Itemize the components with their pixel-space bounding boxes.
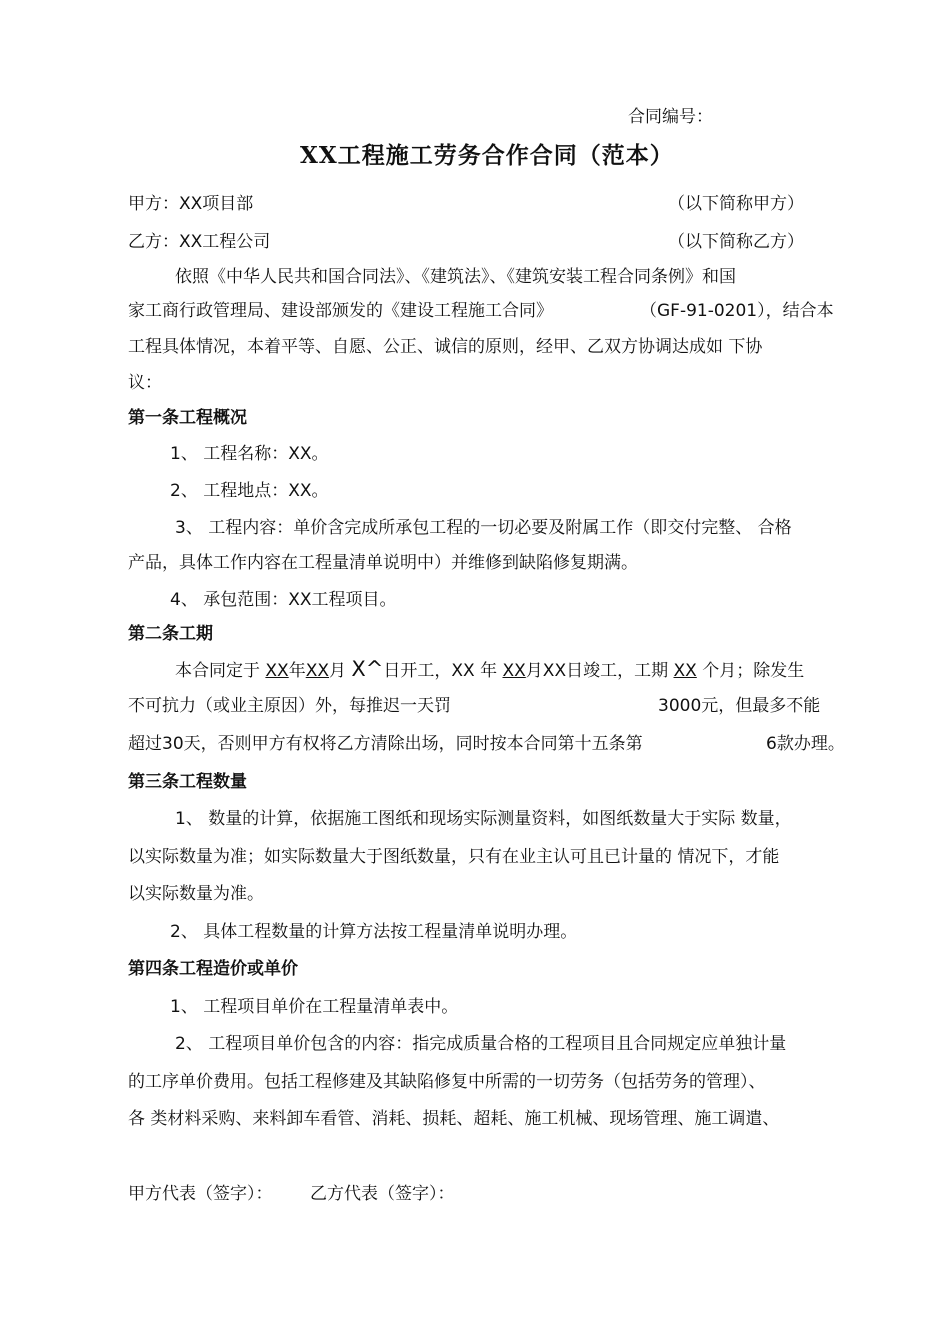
article-2-schedule-line — [175, 658, 804, 682]
article-1-item: 2、 工程地点：XX。 — [170, 481, 329, 501]
day-blank: X^ — [351, 657, 384, 681]
penalty-amount: 3000元，但最多不能 — [658, 696, 821, 716]
article-2-line: 超过30天，否则甲方有权将乙方清除出场，同时按本合同第十五条第 — [128, 734, 643, 754]
party-a-label: 甲方：XX项目部 — [128, 194, 254, 214]
preamble-line: （GF-91-0201），结合本 — [640, 301, 834, 321]
article-3-item: 2、 具体工程数量的计算方法按工程量清单说明办理。 — [170, 922, 578, 942]
month-blank: XX — [305, 661, 329, 681]
text: 月 — [329, 661, 346, 681]
text: 年 — [288, 661, 306, 681]
article-2-heading: 第二条工期 — [128, 624, 213, 644]
article-3-item: 1、 数量的计算，依据施工图纸和现场实际测量资料，如图纸数量大于实际 数量， — [175, 809, 792, 829]
text: 日开工，XX 年 — [383, 661, 498, 681]
day-blank: XX — [542, 661, 567, 681]
preamble-line: 家工商行政管理局、建设部颁发的《建设工程施工合同》 — [128, 301, 553, 321]
article-1-item: 3、 工程内容：单价含完成所承包工程的一切必要及附属工作（即交付完整、 合格 — [175, 518, 792, 538]
contract-number-label: 合同编号： — [628, 107, 713, 127]
article-4-item: 1、 工程项目单价在工程量清单表中。 — [170, 997, 459, 1017]
preamble-line: 工程具体情况，本着平等、自愿、公正、诚信的原则，经甲、乙双方协调达成如 下协 — [128, 337, 763, 357]
article-1-item: 产品，具体工作内容在工程量清单说明中）并维修到缺陷修复期满。 — [128, 553, 638, 573]
preamble-line: 议： — [128, 373, 162, 393]
party-a-signature: 甲方代表（签字）： — [128, 1184, 273, 1204]
article-2-line: 不可抗力（或业主原因）外，每推迟一天罚 — [128, 696, 451, 716]
article-1-item: 1、 工程名称：XX。 — [170, 444, 329, 464]
text: 日竣工，工期 — [566, 661, 669, 681]
article-1-heading: 第一条工程概况 — [128, 408, 247, 428]
text: 个月；除发生 — [702, 661, 805, 681]
duration-blank: XX — [673, 661, 697, 681]
article-4-item: 各 类材料采购、来料卸车看管、消耗、损耗、超耗、施工机械、现场管理、施工调遣、 — [128, 1109, 780, 1129]
article-1-item: 4、 承包范围：XX工程项目。 — [170, 590, 397, 610]
text: 月 — [525, 661, 543, 681]
text: 本合同定于 — [175, 661, 260, 681]
party-b-signature: 乙方代表（签字）： — [310, 1184, 455, 1204]
year-blank: XX — [265, 661, 289, 681]
document-title: XX工程施工劳务合作合同（范本） — [300, 142, 674, 169]
article-3-item: 以实际数量为准；如实际数量大于图纸数量，只有在业主认可且已计量的 情况下，才能 — [128, 847, 780, 867]
preamble-line: 依照《中华人民共和国合同法》、《建筑法》、《建筑安装工程合同条例》和国 — [175, 267, 736, 287]
article-4-item: 2、 工程项目单价包含的内容：指完成质量合格的工程项目且合同规定应单独计量 — [175, 1034, 787, 1054]
party-b-note: （以下简称乙方） — [668, 232, 804, 252]
party-b-label: 乙方：XX工程公司 — [128, 232, 271, 252]
month-blank: XX — [502, 661, 526, 681]
article-4-heading: 第四条工程造价或单价 — [128, 959, 298, 979]
article-3-heading: 第三条工程数量 — [128, 772, 247, 792]
party-a-note: （以下简称甲方） — [668, 194, 804, 214]
article-3-item: 以实际数量为准。 — [128, 884, 264, 904]
article-2-clause: 6款办理。 — [766, 734, 845, 754]
article-4-item: 的工序单价费用。包括工程修建及其缺陷修复中所需的一切劳务（包括劳务的管理）、 — [128, 1072, 766, 1092]
